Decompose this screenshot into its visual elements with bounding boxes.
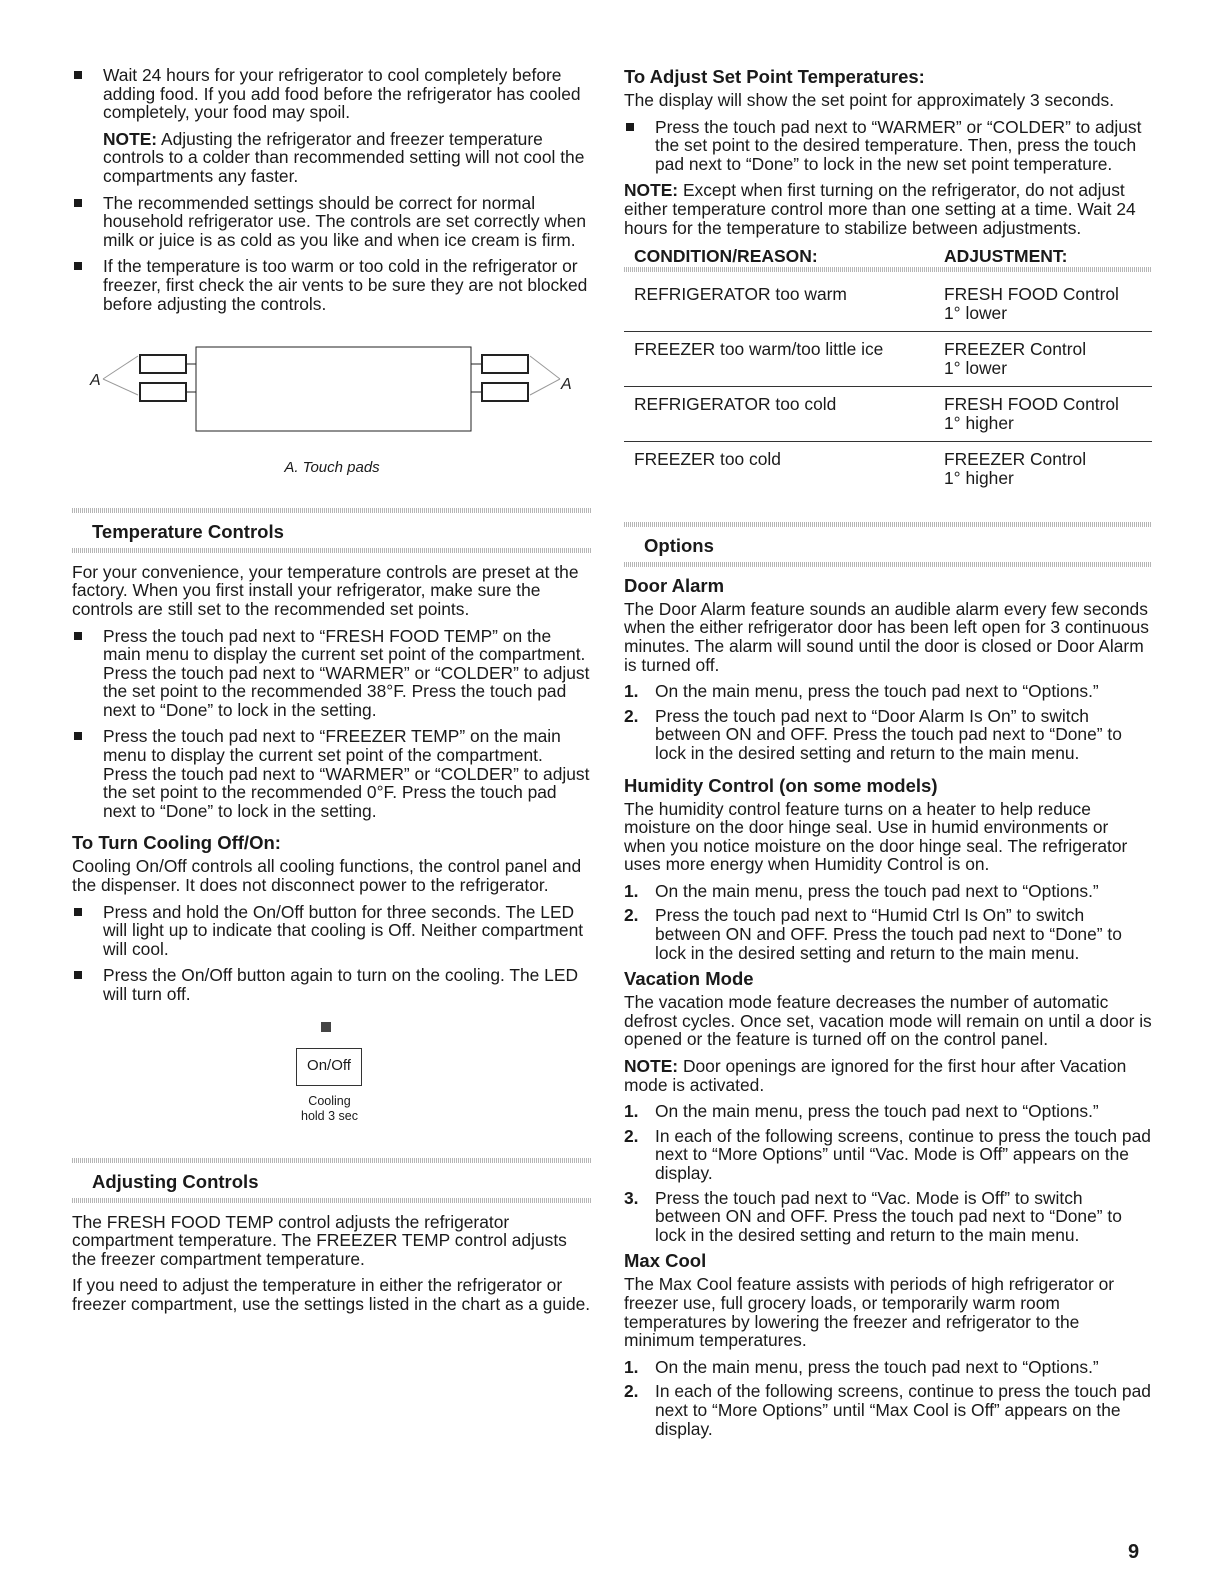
- paragraph: The FRESH FOOD TEMP control adjusts the refrigerator compartment temperature. The FREEZER TEMP control adjusts the freezer compartment temperature.: [72, 1211, 567, 1269]
- list-item: Press and hold the On/Off button for three seconds. The LED will light up to indicate that cooling is Off. Neither compartment will cool.: [72, 903, 592, 959]
- table-header-condition: CONDITION/REASON:: [624, 245, 934, 274]
- note: NOTE: Except when first turning on the refrigerator, do not adjust either temperature control more than one setting at a time. Wait 24 hours for the temperature to stabilize between adjustments.: [624, 180, 1136, 238]
- table-row: REFRIGERATOR too cold FRESH FOOD Control 1° higher: [624, 386, 1152, 441]
- left-column: [72, 66, 592, 1322]
- table-row: FREEZER too cold FREEZER Control 1° higher: [634, 448, 1087, 488]
- paragraph: For your convenience, your temperature controls are preset at the factory. When you first install your refrigerator, make sure the controls are still set to the recommended set points.: [72, 561, 579, 619]
- touch-pad-left-top: [140, 355, 186, 373]
- list-item: 2. Press the touch pad next to “Humid Ctrl Is On” to switch between ON and OFF. Press the touch pad next to “Done” to lock in the desired setting and return to the main menu.: [624, 905, 1122, 963]
- paragraph: The vacation mode feature decreases the number of automatic defrost cycles. Once set, vacation mode will remain on until a door is opened or the feature is turned off on the control panel.: [624, 992, 1152, 1050]
- page-number: 9: [1128, 1541, 1140, 1563]
- table-row: FREEZER too warm/too little ice FREEZER Control 1° lower: [624, 331, 1152, 386]
- adjustment-table: [624, 245, 1152, 496]
- touch-pad-right-top: [482, 355, 528, 373]
- paragraph: The display will show the set point for approximately 3 seconds.: [624, 90, 1115, 110]
- section-title: Temperature Controls: [92, 520, 284, 542]
- touch-pads-diagram: [72, 327, 592, 437]
- led-indicator: [321, 1022, 331, 1032]
- heading-max-cool: Max Cool: [624, 1250, 707, 1272]
- control-panel-illustration: [72, 327, 592, 437]
- heading-set-point: To Adjust Set Point Temperatures:: [624, 66, 925, 87]
- diagram-caption: A. Touch pads: [284, 459, 380, 477]
- paragraph: The Max Cool feature assists with periods of high refrigerator or freezer use, full grocery loads, or temporarily warm room temperatures by lowering the freezer and refrigerator to the minimum temperatures.: [624, 1274, 1115, 1351]
- list-item: The recommended settings should be correct for normal household refrigerator use. The controls are set correctly when milk or juice is as cold as you like and when ice cream is firm.: [72, 194, 592, 250]
- list-item: Press the touch pad next to “FRESH FOOD TEMP” on the main menu to display the current set point of the compartment. Press the touch pad next to “WARMER” or “COLDER” to adjust the set point to the recommended 38°F. Press the touch pad next to “Done” to lock in the setting.: [72, 627, 592, 720]
- list-item: Wait 24 hours for your refrigerator to cool completely before adding food. If you add food before the refrigerator has cooled completely, your food may spoil.: [72, 66, 592, 122]
- paragraph: Cooling On/Off controls all cooling functions, the control panel and the dispenser. It does not disconnect power to the refrigerator.: [72, 856, 582, 896]
- paragraph: The humidity control feature turns on a heater to help reduce moisture on the door hinge seal. Use in humid environments or when you notice moisture on the door hinge seal. The refrigerator uses more energy when Humidity Control is on.: [624, 798, 1128, 875]
- list-item: 2. In each of the following screens, continue to press the touch pad next to “More Options” until “Vac. Mode is Off” appears on the display.: [624, 1125, 1151, 1183]
- note: NOTE: Door openings are ignored for the first hour after Vacation mode is activated.: [624, 1056, 1127, 1095]
- list-item: Press the On/Off button again to turn on the cooling. The LED will turn off.: [72, 966, 592, 1003]
- touch-pad-right-bottom: [482, 383, 528, 401]
- list-item: 1. On the main menu, press the touch pad next to “Options.”: [624, 1356, 1099, 1377]
- list-item: Press the touch pad next to “FREEZER TEMP” on the main menu to display the current set point of the compartment. Press the touch pad next to “WARMER” or “COLDER” to adjust the set point to the recommended 0°F. Press the touch pad next to “Done” to lock in the setting.: [72, 727, 592, 820]
- section-adjusting-controls: [72, 1158, 592, 1203]
- list-item: 1. On the main menu, press the touch pad next to “Options.”: [624, 880, 1099, 901]
- note: NOTE: Adjusting the refrigerator and freezer temperature controls to a colder than recommended setting will not cool the compartments any faster.: [103, 128, 585, 186]
- table-header-adjustment: ADJUSTMENT:: [934, 245, 1152, 274]
- section-title: Adjusting Controls: [92, 1170, 259, 1192]
- on-off-button: On/Off: [296, 1048, 362, 1086]
- label-a-right: A: [561, 376, 572, 394]
- on-off-illustration: [72, 1012, 592, 1152]
- paragraph: The Door Alarm feature sounds an audible alarm every few seconds when the either refrigerator door has been left open for 3 continuous minutes. The alarm will sound until the door is closed or Door Alarm is turned off.: [624, 598, 1149, 675]
- list-item: If the temperature is too warm or too cold in the refrigerator or freezer, first check the air vents to be sure they are not blocked before adjusting the controls.: [72, 257, 592, 313]
- list-item: 3. Press the touch pad next to “Vac. Mode is Off” to switch between ON and OFF. Press the touch pad next to “Done” to lock in the desired setting and return to the main menu.: [624, 1187, 1122, 1245]
- button-caption: Cooling hold 3 sec: [301, 1093, 358, 1123]
- section-title: Options: [644, 534, 714, 556]
- list-item: 2. In each of the following screens, continue to press the touch pad next to “More Options” until “Max Cool is Off” appears on the display.: [624, 1381, 1151, 1439]
- label-a-left: A: [90, 372, 101, 390]
- list-item: 2. Press the touch pad next to “Door Alarm Is On” to switch between ON and OFF. Press the touch pad next to “Done” to lock in the desired setting and return to the main menu.: [624, 705, 1122, 763]
- table-row: REFRIGERATOR too warm FRESH FOOD Control 1° lower: [624, 274, 1152, 331]
- right-column: [624, 66, 1152, 1444]
- heading-vacation: Vacation Mode: [624, 968, 754, 990]
- touch-pad-left-bottom: [140, 383, 186, 401]
- section-options: [624, 522, 1152, 567]
- list-item: 1. On the main menu, press the touch pad next to “Options.”: [624, 681, 1099, 702]
- paragraph: If you need to adjust the temperature in either the refrigerator or freezer compartment, use the settings listed in the chart as a guide.: [72, 1275, 591, 1314]
- heading-humidity: Humidity Control (on some models): [624, 774, 938, 796]
- heading-cooling: To Turn Cooling Off/On:: [72, 832, 281, 854]
- section-temperature-controls: [72, 508, 592, 553]
- heading-door-alarm: Door Alarm: [624, 574, 725, 596]
- list-item: 1. On the main menu, press the touch pad next to “Options.”: [624, 1101, 1099, 1122]
- list-item: Press the touch pad next to “WARMER” or “COLDER” to adjust the set point to the desired temperature. Then, press the touch pad next to “Done” to lock in the new set point temperature.: [624, 118, 1152, 174]
